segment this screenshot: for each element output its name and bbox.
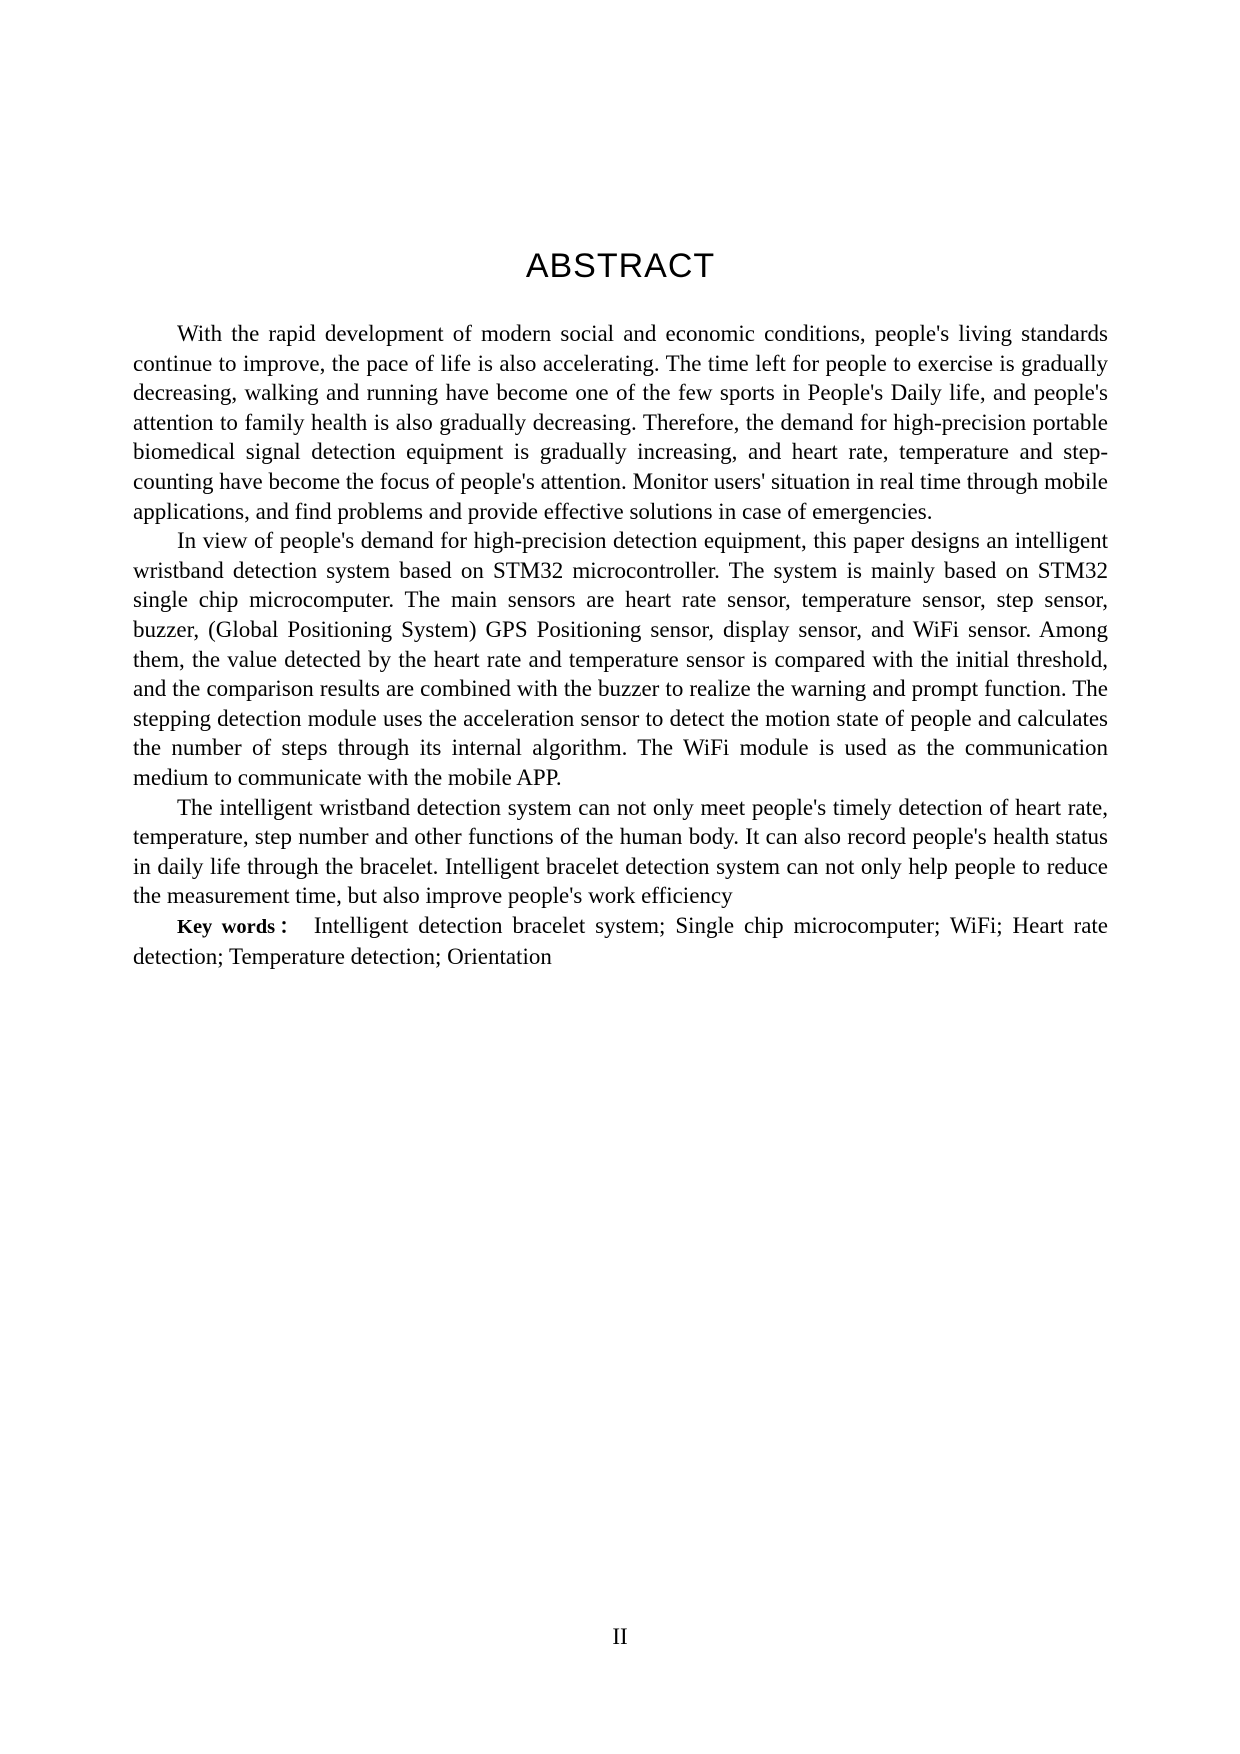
keywords-line [133,911,1108,972]
keywords-label: Key words： [177,915,304,938]
abstract-text-block [133,319,1108,972]
page-title: ABSTRACT [525,247,716,285]
abstract-paragraph-3: The intelligent wristband detection system can not only meet people's timely detection of heart rate, temperature, step number and other functions of the human body. It can also record people's health status in daily life through the bracelet. Intelligent bracelet detection system can not only help people to reduce the measurement time, but also improve people's work efficiency [133,794,1108,909]
page-number: II [612,1624,628,1649]
abstract-paragraph-1: With the rapid development of modern social and economic conditions, people's living standards continue to improve, the pace of life is also accelerating. The time left for people to exercise is gradually decreasing, walking and running have become one of the few sports in People's Daily life, and people's attention to family health is also gradually decreasing. Therefore, the demand for high-precision portable biomedical signal detection equipment is gradually increasing, and heart rate, temperature and step-counting have become the focus of people's attention. Monitor users' situation in real time through mobile applications, and find problems and provide effective solutions in case of emergencies. [133,321,1108,524]
keywords-text: Intelligent detection bracelet system; Single chip microcomputer; WiFi; Heart rate detection; Temperature detection; Orientation [133,912,1108,970]
abstract-paragraph-2: In view of people's demand for high-precision detection equipment, this paper designs an intelligent wristband detection system based on STM32 microcontroller. The system is mainly based on STM32 single chip microcomputer. The main sensors are heart rate sensor, temperature sensor, step sensor, buzzer, (Global Positioning System) GPS Positioning sensor, display sensor, and WiFi sensor. Among them, the value detected by the heart rate and temperature sensor is compared with the initial threshold, and the comparison results are combined with the buzzer to realize the warning and prompt function. The stepping detection module uses the acceleration sensor to detect the motion state of people and calculates the number of steps through its internal algorithm. The WiFi module is used as the communication medium to communicate with the mobile APP. [133,528,1108,790]
